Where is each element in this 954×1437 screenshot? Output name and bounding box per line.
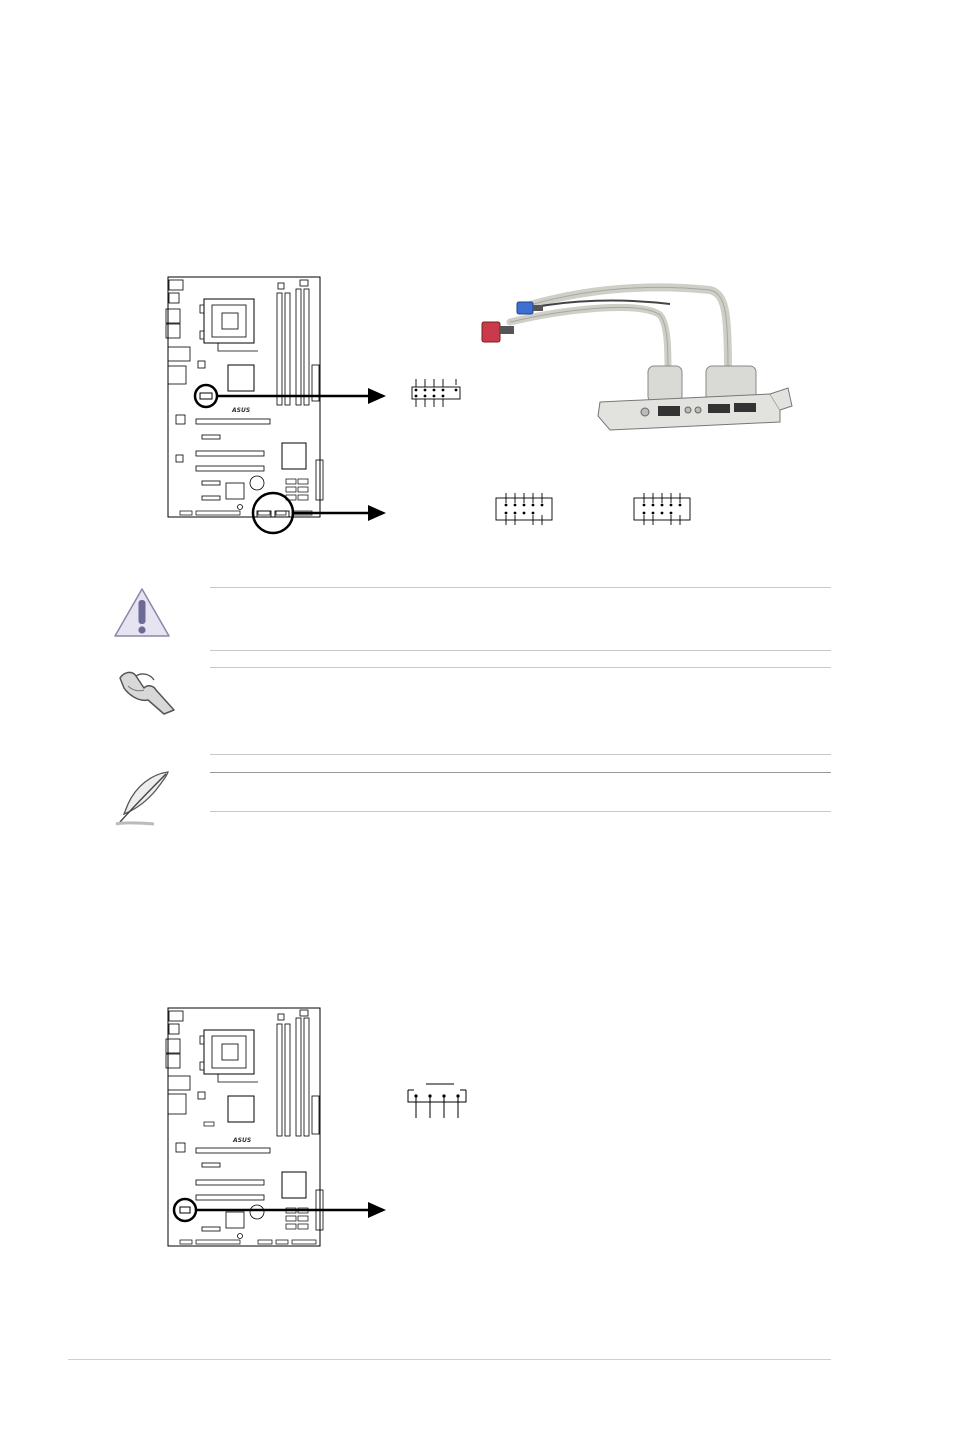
rule-hand-top [210, 667, 831, 668]
usb-bracket-illustration [470, 270, 810, 435]
rule-warning-top [210, 587, 831, 588]
warning-icon [112, 586, 172, 640]
fan-connector-figure [160, 998, 480, 1254]
footer-rule [68, 1359, 831, 1360]
rule-feather-bottom [210, 811, 831, 812]
rule-warning-bottom [210, 650, 831, 651]
board-logo: ASUS [232, 407, 251, 414]
board-logo-bottom: ASUS [233, 1137, 252, 1144]
hand-note-icon [114, 664, 178, 716]
rule-feather-top [210, 772, 831, 773]
rule-hand-bottom [210, 754, 831, 755]
feather-note-icon [112, 768, 174, 828]
